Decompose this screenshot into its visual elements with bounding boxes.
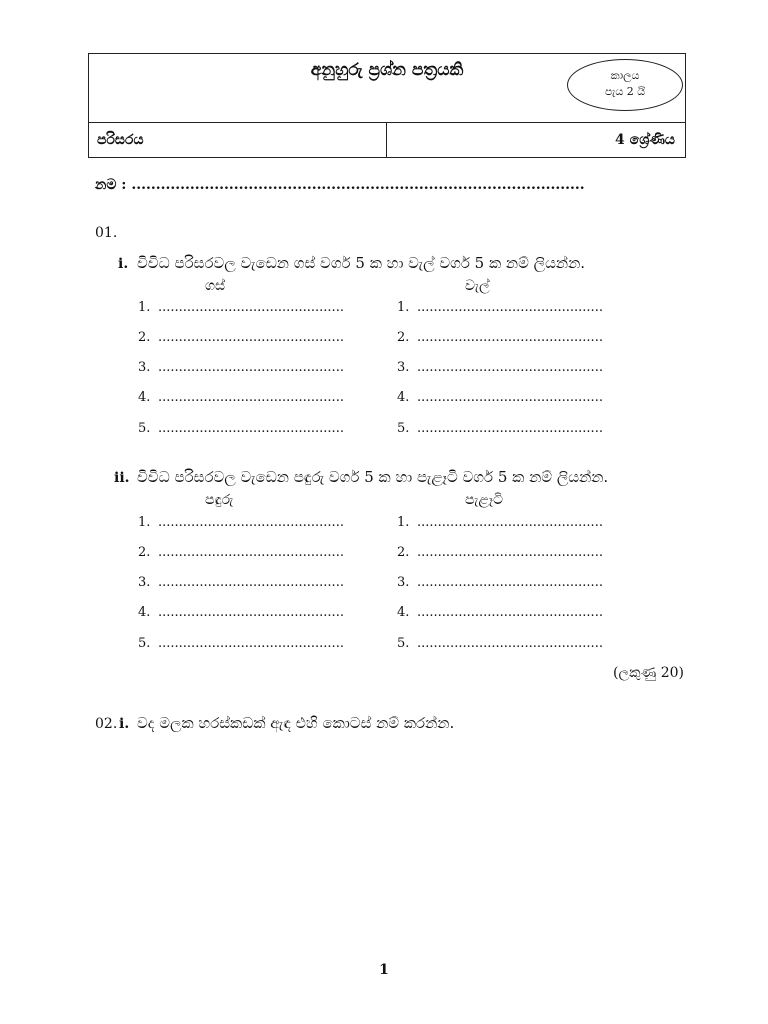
list-item: 3. ............................................. xyxy=(397,360,603,375)
list-item: 3. ............................................. xyxy=(138,575,344,590)
list-item: 4. ............................................. xyxy=(397,605,603,620)
q1-i-left-heading: ගස් xyxy=(205,278,226,294)
q2-part-i-label: i. xyxy=(119,716,130,732)
list-item: 4. ............................................. xyxy=(138,605,344,620)
q1-part-i-text: විවිධ පරිසරවල වැඩෙන ගස් වර්ග 5 ක හා වැල් වර්ග 5 ක නම් ලියන්න. xyxy=(137,254,586,272)
list-item: 2. ............................................. xyxy=(138,545,344,560)
paper-title: අනුහුරු ප්‍රශ්න පත්‍රයකි xyxy=(310,60,464,80)
q1-marks: (ලකුණු 20) xyxy=(613,665,684,681)
list-item: 2. ............................................. xyxy=(397,545,603,560)
list-item: 2. ............................................. xyxy=(397,330,603,345)
header-table xyxy=(88,53,686,158)
header-divider xyxy=(89,122,685,123)
name-line: නම : ............................................................................................. xyxy=(95,177,585,193)
time-value: පැය 2 යි xyxy=(604,85,646,98)
q1-ii-left-heading: පඳුරු xyxy=(205,492,234,508)
q1-part-i-label: i. xyxy=(118,256,129,272)
list-item: 4. ............................................. xyxy=(397,390,603,405)
time-oval xyxy=(567,59,683,111)
q1-ii-right-heading: පැළෑටි xyxy=(465,492,504,508)
time-label: කාලය xyxy=(610,69,640,82)
list-item: 3. ............................................. xyxy=(138,360,344,375)
q1-i-right-heading: වැල් xyxy=(465,278,490,294)
list-item: 4. ............................................. xyxy=(138,390,344,405)
list-item: 5. ............................................. xyxy=(397,636,603,651)
q1-part-ii-text: විවිධ පරිසරවල වැඩෙන පඳුරු වර්ග 5 ක හා පැළෑටි වර්ග 5 ක නම් ලියන්න. xyxy=(137,468,609,486)
list-item: 1. ............................................. xyxy=(397,515,603,530)
list-item: 5. ............................................. xyxy=(397,421,603,436)
header-column-divider xyxy=(386,122,387,158)
list-item: 1. ............................................. xyxy=(397,300,603,315)
list-item: 5. ............................................. xyxy=(138,421,344,436)
q2-number: 02. xyxy=(95,716,118,732)
q2-part-i-text: වද මලක හරස්කඩක් ඇඳ එහි කොටස් නම් කරන්න. xyxy=(137,714,455,732)
list-item: 1. ............................................. xyxy=(138,300,344,315)
grade-label: 4 ශ්‍රේණිය xyxy=(615,132,675,148)
page-number: 1 xyxy=(379,962,389,978)
list-item: 1. ............................................. xyxy=(138,515,344,530)
subject-label: පරිසරය xyxy=(97,132,144,148)
list-item: 2. ............................................. xyxy=(138,330,344,345)
q1-part-ii-label: ii. xyxy=(114,470,130,486)
list-item: 3. ............................................. xyxy=(397,575,603,590)
q1-number: 01. xyxy=(95,225,118,241)
list-item: 5. ............................................. xyxy=(138,636,344,651)
